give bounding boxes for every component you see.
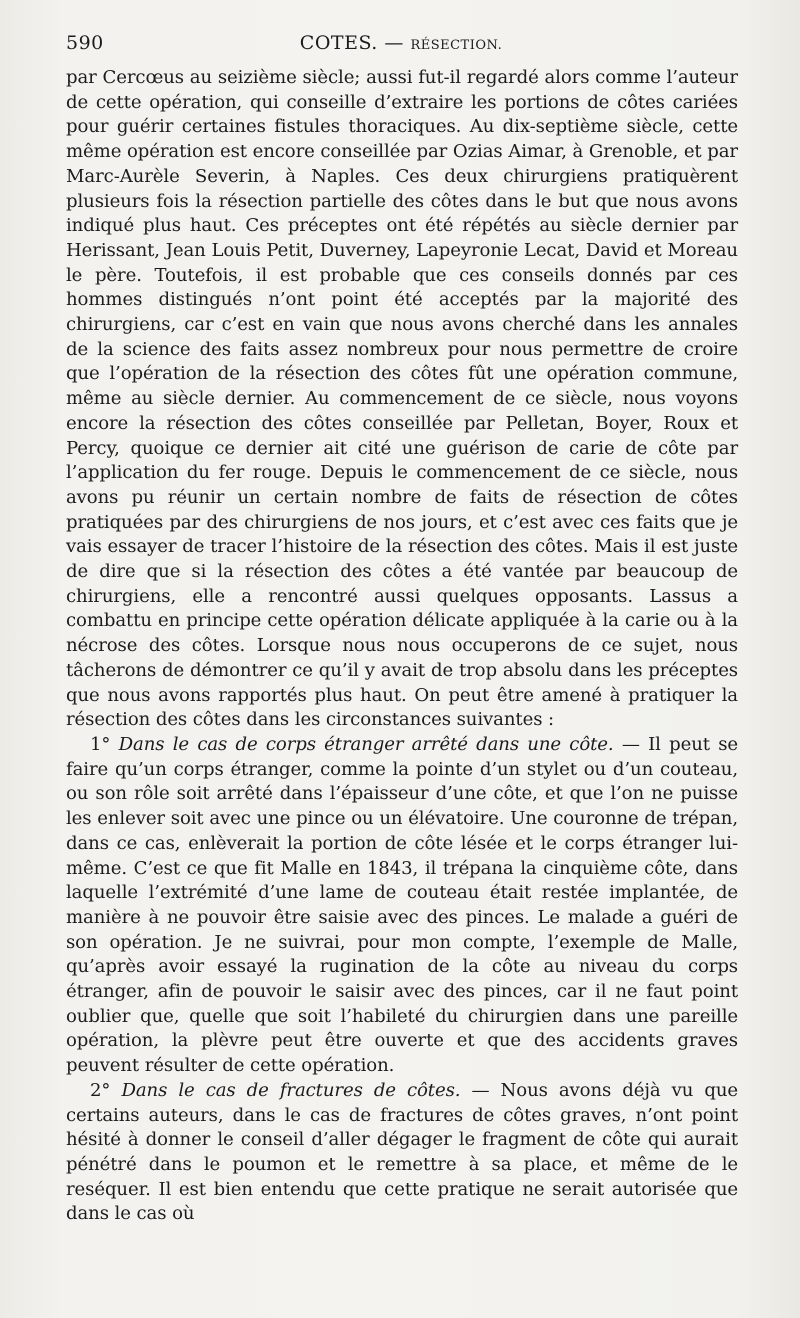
- page-header: [66, 32, 736, 62]
- item-title-fractures: Dans le cas de fractures de côtes.: [121, 1079, 461, 1101]
- paragraph-history: par Cercœus au seizième siècle; aussi fut-il regardé alors comme l’auteur de cette opération, qui conseille d’extraire les portions de côtes cariées pour guérir certaines fistules thoraciques. Au dix-septième siècle, cette même opération est encore conseillée par Ozias Aimar, à Grenoble, et par Marc-Aurèle Severin, à Naples. Ces deux chirurgiens pratiquèrent plusieurs fois la résection partielle des côtes dans le but que nous avons indiqué plus haut. Ces préceptes ont été répétés au siècle dernier par Herissant, Jean Louis Petit, Duverney, Lapeyronie Lecat, David et Moreau le père. Toutefois, il est probable que ces conseils donnés par ces hommes distingués n’ont point été acceptés par la majorité des chirurgiens, car c’est en vain que nous avons cherché dans les annales de la science des faits assez nombreux pour nous permettre de croire que l’opération de la résection des côtes fût une opération commune, même au siècle dernier. Au commencement de ce siècle, nous voyons encore la résection des côtes conseillée par Pelletan, Boyer, Roux et Percy, quoique ce dernier ait cité une guérison de carie de côte par l’application du fer rouge. Depuis le commencement de ce siècle, nous avons pu réunir un certain nombre de faits de résection de côtes pratiquées par des chirurgiens de nos jours, et c’est avec ces faits que je vais essayer de tracer l’histoire de la résection des côtes. Mais il est juste de dire que si la résection des côtes a été vantée par beaucoup de chirurgiens, elle a rencontré aussi quelques opposants. Lassus a combattu en principe cette opération délicate appliquée à la carie ou à la nécrose des côtes. Lorsque nous nous occuperons de ce sujet, nous tâcherons de démontrer ce qu’il y avait de trop absolu dans les préceptes que nous avons rapportés plus haut. On peut être amené à pratiquer la résection des côtes dans les circonstances suivantes :: [66, 67, 738, 731]
- item-number-1: 1°: [90, 733, 111, 755]
- running-head-separator: —: [377, 32, 411, 54]
- item-body-fractures: — Nous avons déjà vu que certains auteurs, dans le cas de fractures de côtes graves, n’ont point hésité à donner le conseil d’aller dégager le fragment de côte qui aurait pénétré dans le poumon et le remettre à sa place, et même de le reséquer. Il est bien entendu que cette pratique ne serait autorisée que dans le cas où: [66, 1079, 739, 1225]
- item-title-foreign-body: Dans le cas de corps étranger arrêté dans une côte.: [118, 733, 614, 755]
- running-section: RÉSECTION.: [410, 38, 503, 53]
- paragraph-fractures: [66, 1079, 738, 1227]
- body-text: [66, 66, 738, 1227]
- running-title: COTES.: [299, 32, 378, 54]
- item-number-2: 2°: [90, 1079, 111, 1101]
- item-body-foreign-body: — Il peut se faire qu’un corps étranger, comme la pointe d’un stylet ou d’un couteau, ou son rôle soit arrêté dans l’épaisseur d’une côte, et que l’on ne puisse les enlever soit avec une pince ou un élévatoire. Une couronne de trépan, dans ce cas, enlèverait la portion de côte lésée et le corps étranger lui-même. C’est ce que fit Malle en 1843, il trépana la cinquième côte, dans laquelle l’extrémité d’une lame de couteau était restée implantée, de manière à ne pouvoir être saisie avec des pinces. Le malade a guéri de son opération. Je ne suivrai, pour mon compte, l’exemple de Malle, qu’après avoir essayé la rugination de la côte au niveau du corps étranger, afin de pouvoir le saisir avec des pinces, car il ne faut point oublier que, quelle que soit l’habileté du chirurgien dans une pareille opération, la plèvre peut être ouverte et que des accidents graves peuvent résulter de cette opération.: [66, 733, 738, 1077]
- page-number: 590: [66, 32, 104, 54]
- running-head: [66, 32, 736, 54]
- paragraph-foreign-body: [66, 733, 738, 1079]
